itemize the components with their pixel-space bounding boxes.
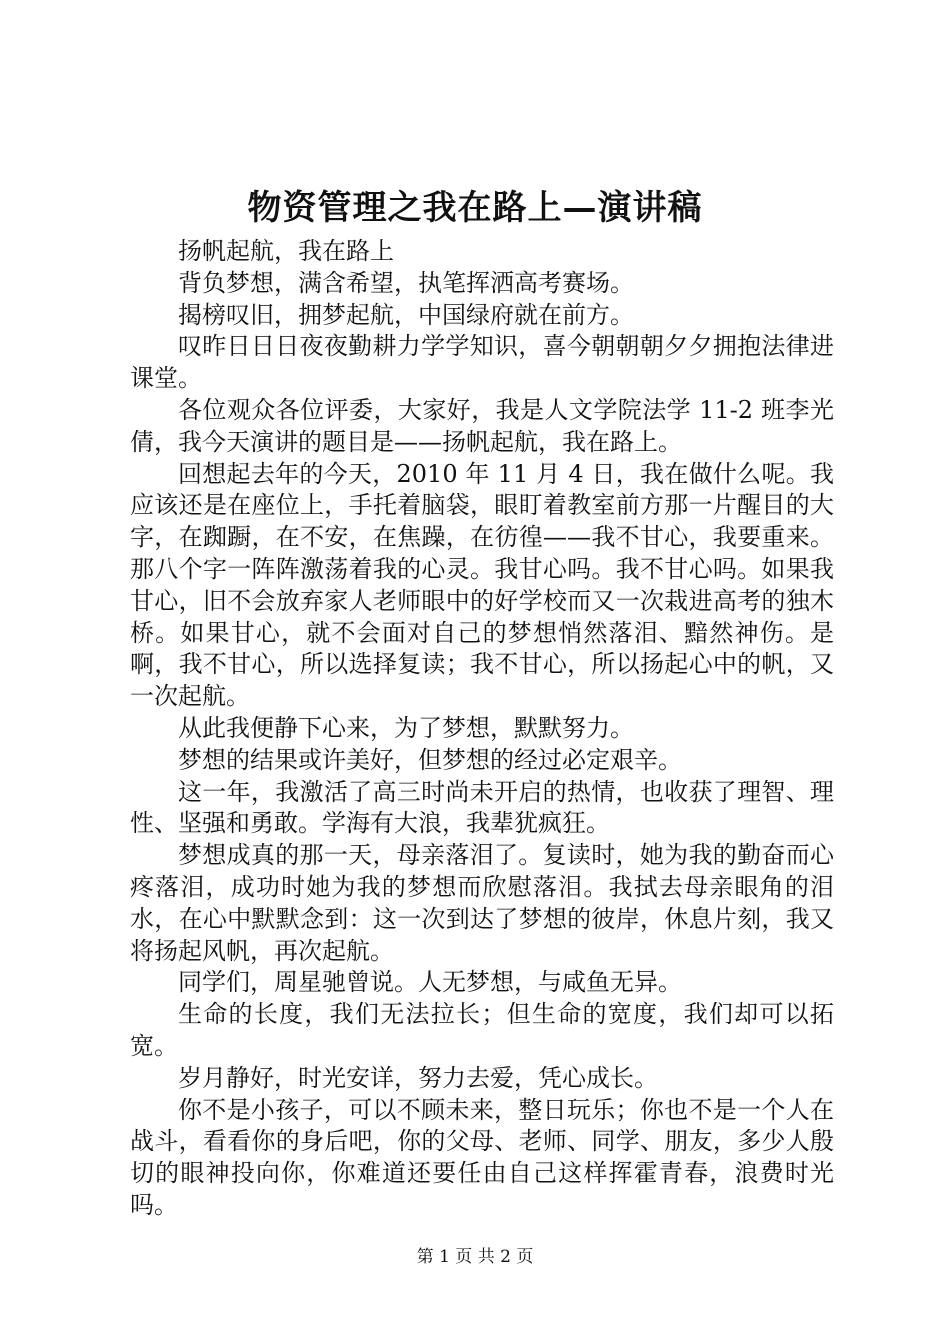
paragraph: 你不是小孩子，可以不顾未来，整日玩乐；你也不是一个人在战斗，看看你的身后吧，你的父母、老师、同学、朋友，多少人殷切的眼神投向你，你难道还要任由自己这样挥霍青春，浪费时光吗。 — [130, 1095, 834, 1219]
paragraph: 岁月静好，时光安详，努力去爱，凭心成长。 — [178, 1063, 658, 1092]
paragraph: 梦想的结果或许美好，但梦想的经过必定艰辛。 — [178, 745, 682, 774]
paragraph: 扬帆起航，我在路上 — [178, 237, 394, 265]
paragraph: 各位观众各位评委，大家好，我是人文学院法学 11-2 班李光倩，我今天演讲的题目是——扬帆起航，我在路上。 — [130, 395, 834, 456]
paragraph: 叹昨日日日夜夜勤耕力学学知识，喜今朝朝朝夕夕拥抱法律进课堂。 — [130, 332, 834, 393]
document-body — [130, 236, 834, 1222]
paragraph: 这一年，我激活了高三时尚未开启的热情，也收获了理智、理性、坚强和勇敢。学海有大浪，我辈犹疯狂。 — [130, 777, 834, 838]
paragraph: 同学们，周星驰曾说。人无梦想，与咸鱼无异。 — [178, 968, 682, 997]
paragraph: 背负梦想，满含希望，执笔挥洒高考赛场。 — [178, 268, 634, 297]
page-footer: 第 1 页 共 2 页 — [416, 1247, 534, 1267]
paragraph: 梦想成真的那一天，母亲落泪了。复读时，她为我的勤奋而心疼落泪，成功时她为我的梦想而欣慰落泪。我拭去母亲眼角的泪水，在心中默默念到：这一次到达了梦想的彼岸，休息片刻，我又将扬起风帆，再次起航。 — [130, 841, 834, 965]
paragraph: 揭榜叹旧，拥梦起航，中国绿府就在前方。 — [178, 300, 634, 329]
paragraph: 从此我便静下心来，为了梦想，默默努力。 — [178, 713, 634, 742]
document-title: 物资管理之我在路上—演讲稿 — [247, 188, 703, 228]
paragraph: 回想起去年的今天，2010 年 11 月 4 日，我在做什么呢。我应该还是在座位上，手托着脑袋，眼盯着教室前方那一片醒目的大字，在踟蹰，在不安，在焦躁，在彷徨——我不甘心，我要重来。那八个字一阵阵激荡着我的心灵。我甘心吗。我不甘心吗。如果我甘心，旧不会放弃家人老师眼中的好学校而又一次栽进高考的独木桥。如果甘心，就不会面对自己的梦想悄然落泪、黯然神伤。是啊，我不甘心，所以选择复读；我不甘心，所以扬起心中的帆，又一次起航。 — [130, 459, 834, 711]
paragraph: 生命的长度，我们无法拉长；但生命的宽度，我们却可以拓宽。 — [130, 1000, 834, 1060]
